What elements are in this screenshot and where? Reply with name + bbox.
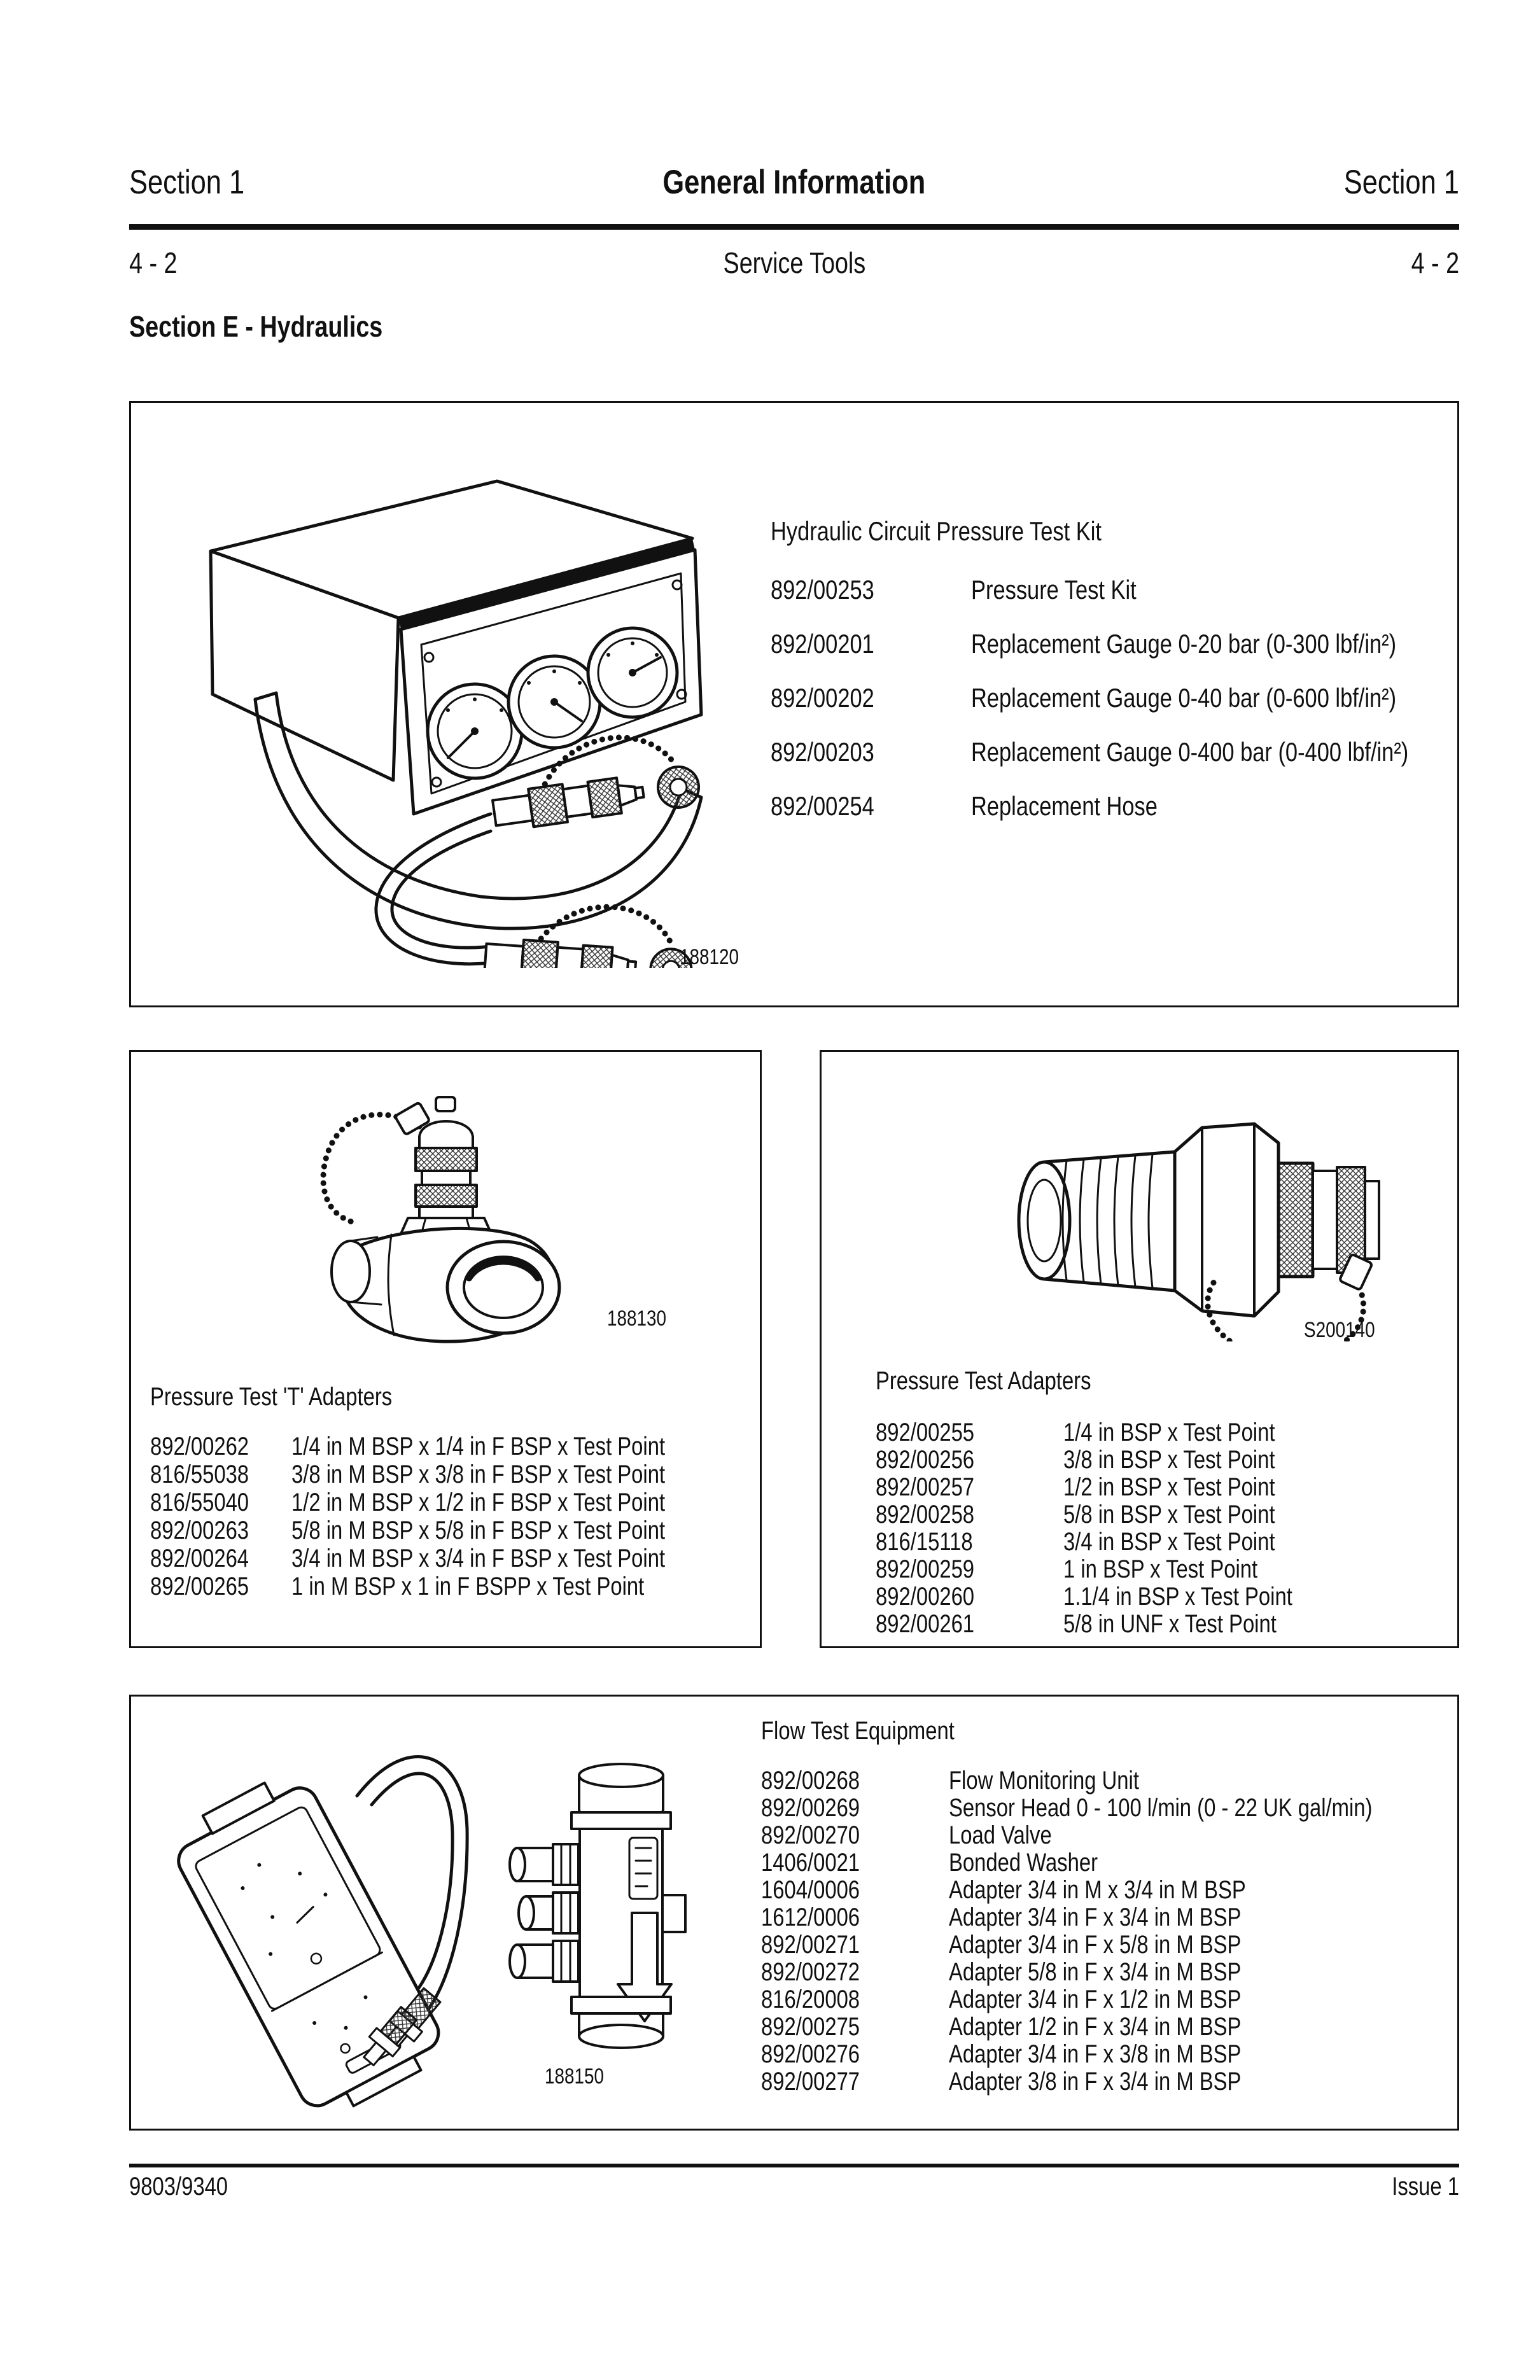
figure-number: 188150 <box>545 2064 605 2089</box>
part-row <box>876 1420 1448 1446</box>
part-description: 1/2 in BSP x Test Point <box>1063 1473 1275 1501</box>
figure-number: 188130 <box>607 1306 667 1331</box>
part-description: Sensor Head 0 - 100 l/min (0 - 22 UK gal/min) <box>949 1794 1373 1822</box>
port-icon <box>510 1844 578 1885</box>
part-description: 5/8 in M BSP x 5/8 in F BSP x Test Point <box>291 1516 666 1544</box>
pressure-test-kit-text <box>771 516 1452 846</box>
part-description: Flow Monitoring Unit <box>949 1767 1139 1795</box>
part-description: 3/8 in M BSP x 3/8 in F BSP x Test Point <box>291 1460 666 1488</box>
part-row <box>771 576 1452 603</box>
part-row <box>876 1447 1448 1473</box>
part-number: 1406/0021 <box>761 1849 860 1877</box>
part-row <box>761 1768 1448 1794</box>
part-description: 1 in M BSP x 1 in F BSPP x Test Point <box>291 1572 645 1600</box>
part-description: 3/4 in M BSP x 3/4 in F BSP x Test Point <box>291 1544 666 1572</box>
part-row <box>771 738 1452 766</box>
part-number: 892/00277 <box>761 2068 860 2096</box>
part-description: Adapter 3/4 in M x 3/4 in M BSP <box>949 1876 1246 1904</box>
part-number: 892/00256 <box>876 1446 975 1474</box>
part-description: Replacement Gauge 0-400 bar (0-400 lbf/in²) <box>971 737 1409 767</box>
figure-number: S200140 <box>1304 1318 1375 1342</box>
port-icon <box>519 1893 578 1933</box>
part-description: Replacement Hose <box>971 791 1158 821</box>
part-row <box>150 1546 748 1572</box>
part-row <box>761 1932 1448 1958</box>
part-row <box>761 1877 1448 1903</box>
parts-list <box>771 576 1452 820</box>
panel-title: Pressure Test Adapters <box>876 1367 1091 1395</box>
page-footer <box>129 2173 1459 2201</box>
part-description: 3/4 in BSP x Test Point <box>1063 1528 1275 1556</box>
part-number: 892/00257 <box>876 1473 975 1501</box>
part-row <box>150 1518 748 1544</box>
part-description: 5/8 in UNF x Test Point <box>1063 1610 1277 1638</box>
part-row <box>771 630 1452 657</box>
part-row <box>150 1490 748 1516</box>
parts-list <box>761 1768 1448 2096</box>
part-description: 1/4 in BSP x Test Point <box>1063 1418 1275 1446</box>
part-row <box>761 2041 1448 2068</box>
part-number: 892/00255 <box>876 1418 975 1446</box>
gauge-icon <box>508 656 600 748</box>
part-description: Load Valve <box>949 1821 1052 1849</box>
panel-title: Pressure Test 'T' Adapters <box>150 1383 393 1411</box>
part-row <box>761 1987 1448 2013</box>
part-number: 1612/0006 <box>761 1903 860 1931</box>
panel-flow-test <box>129 1695 1459 2131</box>
part-number: 892/00269 <box>761 1794 860 1822</box>
part-number: 892/00261 <box>876 1610 975 1638</box>
part-number: 892/00275 <box>761 2013 860 2041</box>
parts-list <box>876 1420 1448 1639</box>
part-description: Adapter 3/4 in F x 1/2 in M BSP <box>949 1985 1242 2013</box>
part-row <box>876 1584 1448 1610</box>
subheader-title: Service Tools <box>723 246 865 279</box>
part-row <box>771 684 1452 711</box>
part-description: Replacement Gauge 0-20 bar (0-300 lbf/in²) <box>971 629 1397 659</box>
part-description: Bonded Washer <box>949 1849 1098 1877</box>
part-number: 816/55038 <box>150 1460 249 1488</box>
header-rule <box>129 224 1459 230</box>
part-number: 892/00259 <box>876 1555 975 1583</box>
part-row <box>150 1434 748 1460</box>
figure-number: 188120 <box>680 945 739 969</box>
panel-adapters <box>820 1050 1459 1648</box>
part-row <box>761 1959 1448 1985</box>
part-description: Adapter 1/2 in F x 3/4 in M BSP <box>949 2013 1242 2041</box>
part-number: 892/00260 <box>876 1583 975 1611</box>
part-number: 892/00262 <box>150 1432 249 1460</box>
pressure-test-kit-illustration <box>144 421 739 968</box>
part-number: 892/00258 <box>876 1501 975 1529</box>
part-row <box>761 1850 1448 1876</box>
part-description: 3/8 in BSP x Test Point <box>1063 1446 1275 1474</box>
part-number: 892/00263 <box>150 1516 249 1544</box>
part-description: Adapter 3/4 in F x 3/4 in M BSP <box>949 1903 1242 1931</box>
header-section-right: Section 1 <box>1343 164 1459 201</box>
part-number: 892/00201 <box>771 629 874 659</box>
part-row <box>876 1529 1448 1555</box>
port-icon <box>510 1941 578 1982</box>
part-number: 892/00268 <box>761 1767 860 1795</box>
part-row <box>761 1905 1448 1931</box>
section-title: Section E - Hydraulics <box>129 310 383 343</box>
page-subheader <box>129 246 1459 280</box>
part-number: 892/00270 <box>761 1821 860 1849</box>
part-row <box>761 1795 1448 1821</box>
part-description: 1.1/4 in BSP x Test Point <box>1063 1583 1292 1611</box>
footer-rule <box>129 2164 1459 2167</box>
t-adapter-illustration <box>255 1068 650 1354</box>
header-section-left: Section 1 <box>129 164 245 201</box>
part-description: Pressure Test Kit <box>971 575 1137 605</box>
part-description: 1/2 in M BSP x 1/2 in F BSP x Test Point <box>291 1488 666 1516</box>
part-description: Adapter 3/8 in F x 3/4 in M BSP <box>949 2068 1242 2096</box>
part-row <box>150 1574 748 1600</box>
part-number: 892/00265 <box>150 1572 249 1600</box>
part-number: 1604/0006 <box>761 1876 860 1904</box>
part-number: 892/00264 <box>150 1544 249 1572</box>
part-number: 892/00253 <box>771 575 874 605</box>
part-description: Adapter 5/8 in F x 3/4 in M BSP <box>949 1958 1242 1986</box>
part-row <box>761 2014 1448 2040</box>
part-number: 892/00202 <box>771 683 874 713</box>
page-number-right: 4 - 2 <box>1411 246 1459 279</box>
gauge-icon <box>588 628 677 717</box>
part-description: Adapter 3/4 in F x 5/8 in M BSP <box>949 1931 1242 1959</box>
page-number-left: 4 - 2 <box>129 246 178 279</box>
adapter-illustration <box>981 1068 1388 1341</box>
header-title: General Information <box>662 164 926 201</box>
panel-pressure-test-kit <box>129 401 1459 1007</box>
part-number: 892/00271 <box>761 1931 860 1959</box>
part-description: 1 in BSP x Test Point <box>1063 1555 1258 1583</box>
panel-title: Flow Test Equipment <box>761 1717 955 1745</box>
part-number: 816/15118 <box>876 1528 973 1556</box>
hose-coupling-icon <box>484 899 696 968</box>
part-number: 892/00276 <box>761 2040 860 2068</box>
part-row <box>771 792 1452 820</box>
part-row <box>876 1502 1448 1528</box>
flow-monitor-illustration <box>144 1721 475 2122</box>
part-row <box>761 2069 1448 2095</box>
part-number: 816/20008 <box>761 1985 860 2013</box>
page-header <box>129 163 1459 202</box>
part-number: 892/00272 <box>761 1958 860 1986</box>
part-row <box>150 1462 748 1488</box>
part-row <box>876 1611 1448 1637</box>
parts-list <box>150 1434 748 1602</box>
part-description: 1/4 in M BSP x 1/4 in F BSP x Test Point <box>291 1432 666 1460</box>
part-description: Replacement Gauge 0-40 bar (0-600 lbf/in²) <box>971 683 1397 713</box>
publication-number: 9803/9340 <box>129 2173 228 2201</box>
sensor-head-illustration <box>478 1742 742 2073</box>
part-description: 5/8 in BSP x Test Point <box>1063 1501 1275 1529</box>
part-number: 892/00254 <box>771 791 874 821</box>
part-row <box>761 1823 1448 1849</box>
part-number: 892/00203 <box>771 737 874 767</box>
part-row <box>876 1474 1448 1501</box>
panel-t-adapters <box>129 1050 762 1648</box>
issue-number: Issue 1 <box>1392 2173 1459 2201</box>
part-number: 816/55040 <box>150 1488 249 1516</box>
part-description: Adapter 3/4 in F x 3/8 in M BSP <box>949 2040 1242 2068</box>
part-row <box>876 1557 1448 1583</box>
panel-title: Hydraulic Circuit Pressure Test Kit <box>771 516 1102 546</box>
